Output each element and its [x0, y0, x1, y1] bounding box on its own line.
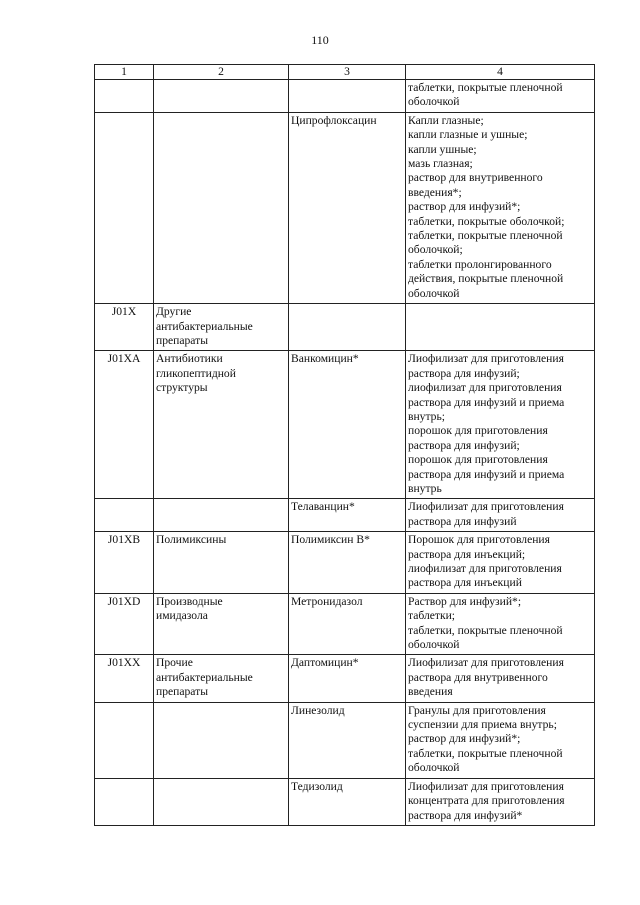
drug-group-line: антибактериальные	[156, 670, 253, 684]
header-col-3: 3	[289, 65, 406, 80]
dosage-form-line: Капли глазные;	[408, 113, 484, 127]
table-row	[95, 532, 595, 594]
dosage-form-line: раствора для инфузий и приема	[408, 467, 565, 481]
drug-group-cell	[154, 532, 289, 594]
dosage-form-line: лиофилизат для приготовления	[408, 381, 562, 395]
atc-code-cell	[95, 499, 154, 532]
dosage-form-line: капли глазные и ушные;	[408, 128, 528, 142]
dosage-form-line: раствора для инфузий	[408, 514, 517, 528]
dosage-form-line: концентрата для приготовления	[408, 794, 565, 808]
table-header	[95, 65, 595, 80]
drug-group-line: структуры	[156, 381, 208, 395]
dosage-form-line: Лиофилизат для приготовления	[408, 352, 564, 366]
drug-group-line: Производные	[156, 594, 223, 608]
table-row	[95, 778, 595, 825]
header-col-1: 1	[95, 65, 154, 80]
dosage-form-line: таблетки, покрытые пленочной	[408, 623, 563, 637]
drug-group-line: гликопептидной	[156, 366, 236, 380]
table-row	[95, 593, 595, 655]
dosage-form-line: оболочкой	[408, 286, 460, 300]
dosage-form-line: раствор для внутривенного	[408, 171, 543, 185]
drug-name-cell	[289, 80, 406, 113]
table-row	[95, 112, 595, 303]
drug-group-line: Прочие	[156, 656, 193, 670]
dosage-form-line: капли ушные;	[408, 142, 477, 156]
atc-code-cell: J01XB	[95, 532, 154, 594]
drug-group-cell	[154, 702, 289, 778]
drug-group-line: препараты	[156, 333, 208, 347]
drug-name-cell: Телаванцин*	[289, 499, 406, 532]
dosage-form-line: Лиофилизат для приготовления	[408, 500, 564, 514]
dosage-form-line: порошок для приготовления	[408, 424, 548, 438]
dosage-form-line: внутрь;	[408, 409, 445, 423]
dosage-form-line: раствор для инфузий*;	[408, 732, 521, 746]
drug-name-cell: Ванкомицин*	[289, 351, 406, 499]
dosage-form-line: лиофилизат для приготовления	[408, 562, 562, 575]
atc-code-cell: J01XD	[95, 593, 154, 655]
dosage-form-line: раствора для внутривенного	[408, 670, 548, 684]
dosage-form-line: суспензии для приема внутрь;	[408, 718, 557, 732]
dosage-form-line: раствора для инъекций	[408, 576, 522, 590]
dosage-form-line: мазь глазная;	[408, 157, 473, 171]
dosage-form-line: оболочкой	[408, 761, 460, 775]
drug-group-cell	[154, 593, 289, 655]
dosage-form-line: таблетки, покрытые пленочной	[408, 229, 563, 243]
drug-name-cell: Линезолид	[289, 702, 406, 778]
drug-name-cell: Ципрофлоксацин	[289, 112, 406, 303]
dosage-form-line: раствора для инфузий и приема	[408, 395, 565, 409]
atc-code-cell: J01XX	[95, 655, 154, 702]
drug-name-cell: Полимиксин В*	[289, 532, 406, 594]
dosage-form-line: таблетки, покрытые пленочной	[408, 81, 563, 94]
dosage-forms-cell	[406, 702, 595, 778]
table-row	[95, 351, 595, 499]
drug-name-cell: Тедизолид	[289, 778, 406, 825]
drug-group-line: препараты	[156, 685, 208, 699]
dosage-form-line: таблетки;	[408, 609, 456, 623]
drug-group-cell	[154, 778, 289, 825]
dosage-form-line: Раствор для инфузий*;	[408, 594, 522, 608]
dosage-form-line: таблетки, покрытые пленочной	[408, 746, 563, 760]
drug-table	[94, 64, 595, 826]
dosage-form-line: таблетки пролонгированного	[408, 257, 552, 271]
drug-name-cell: Метронидазол	[289, 593, 406, 655]
dosage-form-line: действия, покрытые пленочной	[408, 272, 564, 286]
table-row	[95, 304, 595, 351]
drug-group-cell	[154, 499, 289, 532]
dosage-forms-cell	[406, 655, 595, 702]
dosage-form-line: таблетки, покрытые оболочкой;	[408, 214, 565, 228]
drug-group-cell	[154, 112, 289, 303]
dosage-forms-cell	[406, 351, 595, 499]
table-row	[95, 702, 595, 778]
table-body	[95, 80, 595, 826]
dosage-forms-cell	[406, 532, 595, 594]
drug-group-cell	[154, 655, 289, 702]
drug-group-cell	[154, 351, 289, 499]
drug-group-line: антибактериальные	[156, 319, 253, 333]
header-col-4: 4	[406, 65, 595, 80]
drug-group-cell	[154, 80, 289, 113]
atc-code-cell	[95, 702, 154, 778]
dosage-form-line: раствор для инфузий*;	[408, 200, 521, 214]
page-number: 110	[311, 33, 329, 47]
dosage-form-line: раствора для инфузий*	[408, 808, 523, 822]
dosage-form-line: введения*;	[408, 185, 462, 199]
dosage-form-line: Порошок для приготовления	[408, 533, 550, 547]
table-row	[95, 499, 595, 532]
table-row	[95, 80, 595, 113]
drug-group-cell	[154, 304, 289, 351]
dosage-form-line: введения	[408, 685, 453, 699]
dosage-form-line: оболочкой	[408, 638, 460, 652]
atc-code-cell	[95, 80, 154, 113]
drug-name-cell: Даптомицин*	[289, 655, 406, 702]
dosage-form-line: внутрь	[408, 481, 442, 495]
header-row	[95, 65, 595, 80]
drug-group-line: Полимиксины	[156, 533, 227, 547]
dosage-form-line: порошок для приготовления	[408, 453, 548, 467]
atc-code-cell	[95, 778, 154, 825]
dosage-forms-cell	[406, 80, 595, 113]
dosage-form-line: Лиофилизат для приготовления	[408, 656, 564, 670]
drug-name-cell	[289, 304, 406, 351]
dosage-form-line: раствора для инфузий;	[408, 438, 520, 452]
dosage-forms-cell	[406, 304, 595, 351]
dosage-form-line: Гранулы для приготовления	[408, 703, 546, 717]
dosage-forms-cell	[406, 499, 595, 532]
dosage-forms-cell	[406, 778, 595, 825]
dosage-form-line: раствора для инъекций;	[408, 547, 526, 561]
drug-group-line: имидазола	[156, 609, 208, 623]
table-row	[95, 655, 595, 702]
atc-code-cell: J01XA	[95, 351, 154, 499]
dosage-form-line: оболочкой	[408, 95, 460, 109]
dosage-forms-cell	[406, 593, 595, 655]
drug-group-line: Другие	[156, 305, 192, 319]
header-col-2: 2	[154, 65, 289, 80]
dosage-forms-cell	[406, 112, 595, 303]
drug-group-line: Антибиотики	[156, 352, 223, 366]
dosage-form-line: оболочкой;	[408, 243, 463, 257]
dosage-form-line: раствора для инфузий;	[408, 366, 520, 380]
atc-code-cell: J01X	[95, 304, 154, 351]
dosage-form-line: Лиофилизат для приготовления	[408, 779, 564, 793]
atc-code-cell	[95, 112, 154, 303]
